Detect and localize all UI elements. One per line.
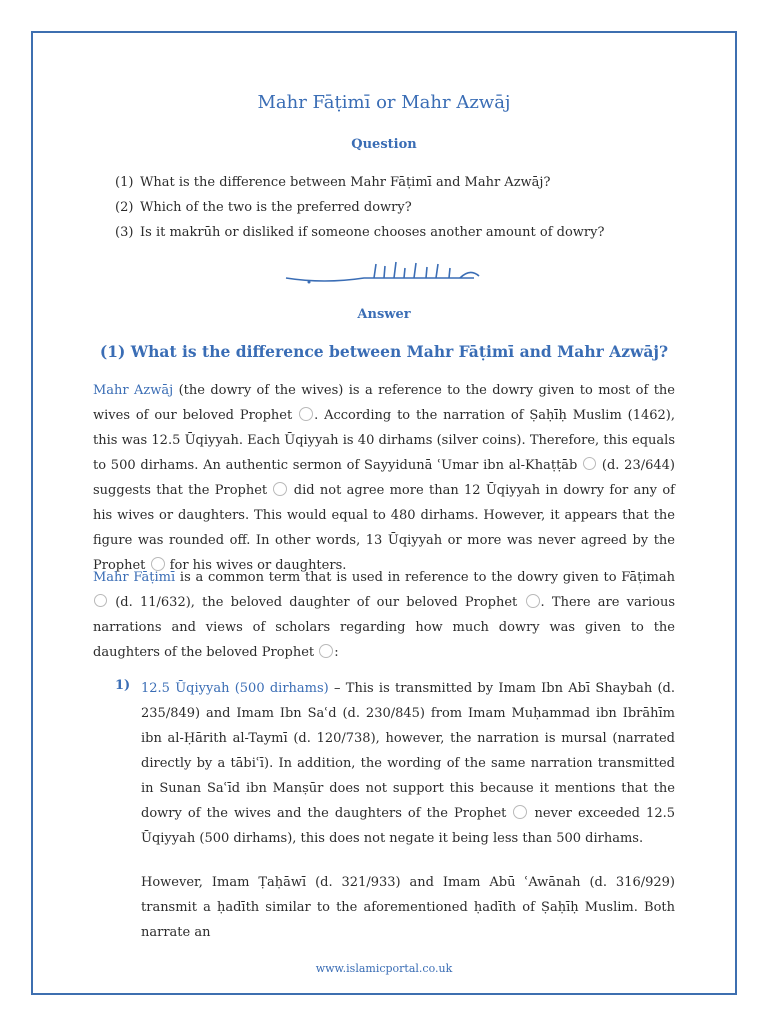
- term-mahr-fatimi: Mahr Fāṭimī: [93, 570, 176, 585]
- question-text: Which of the two is the preferred dowry?: [140, 200, 412, 215]
- list-item-term: 12.5 Ūqiyyah (500 dirhams): [141, 681, 329, 696]
- term-mahr-azwaj: Mahr Azwāj: [93, 383, 174, 398]
- question-item: [115, 220, 604, 245]
- paragraph-text: (d. 23/644) suggests that the Prophet: [93, 458, 675, 498]
- paragraph-text: – This is transmitted by Imam Ibn Abī Shaybah (d. 235/849) and Imam Ibn Saʿd (d. 230/845) from Imam Muḥammad ibn Ibrāhīm ibn al-Ḥārith al-Taymī (d. 120/738), however, the narration is mursal (narrated directly by a tābiʿī). In addition, the wording of the same narration transmitted in Sunan Saʿīd ibn Manṣūr does not support this because it mentions that the dowry of the wives and the daughters of the Prophet: [141, 681, 675, 821]
- list-item-number: 1): [115, 678, 131, 693]
- question-item: [115, 170, 604, 195]
- salutation-icon: [319, 644, 333, 658]
- question-number: (1): [115, 175, 134, 190]
- paragraph-mahr-fatimi: [93, 565, 675, 665]
- paragraph-text: (d. 11/632), the beloved daughter of our beloved Prophet: [108, 595, 525, 610]
- paragraph-text: (the dowry of the wives) is a reference to the dowry given to most of the wives of our beloved Prophet: [93, 383, 675, 423]
- paragraph-text: . There are various narrations and views of scholars regarding how much dowry was given to the daughters of the beloved Prophet: [93, 595, 676, 660]
- question-item: [115, 195, 604, 220]
- paragraph-text: never exceeded 12.5 Ūqiyyah (500 dirhams), this does not negate it being less than 500 dirhams.: [141, 806, 675, 846]
- question-text: What is the difference between Mahr Fāṭimī and Mahr Azwāj?: [140, 175, 551, 190]
- footer-link[interactable]: www.islamicportal.co.uk: [315, 962, 453, 975]
- paragraph-text: is a common term that is used in reference to the dowry given to Fāṭimah: [175, 570, 675, 585]
- paragraph-text: did not agree more than 12 Ūqiyyah in dowry for any of his wives or daughters. This would equal to 480 dirhams. However, it appears that the figure was rounded off. In other words, 13 Ūqiyyah or more was never agreed by the Prophet: [93, 483, 675, 573]
- list-item-continued: However, Imam Ṭaḥāwī (d. 321/933) and Imam Abū ʿAwānah (d. 316/929) transmit a ḥadīth similar to the aforementioned ḥadīth of Ṣaḥīḥ Muslim. Both narrate an: [141, 875, 675, 940]
- paragraph-text: :: [334, 645, 339, 660]
- paragraph-mahr-azwaj: [93, 378, 675, 578]
- bismillah-flourish-icon: [284, 258, 484, 288]
- salutation-icon: [273, 482, 287, 496]
- paragraph-text: . According to the narration of Ṣaḥīḥ Muslim (1462), this was 12.5 Ūqiyyah. Each Ūqiyyah is 40 dirhams (silver coins). Therefore, this equals to 500 dirhams. An authentic sermon of Sayyidunā ʿUmar ibn al-Khaṭṭāb: [93, 408, 675, 473]
- bismillah-calligraphy: [0, 258, 768, 288]
- question-number: (2): [115, 200, 134, 215]
- question-list: [115, 170, 604, 245]
- question-text: Is it makrūh or disliked if someone chooses another amount of dowry?: [140, 225, 605, 240]
- paragraph-text: for his wives or daughters.: [165, 558, 347, 573]
- list-item-body: [141, 676, 675, 851]
- answer-heading: Answer: [357, 307, 411, 322]
- question-heading: Question: [351, 137, 417, 152]
- salutation-icon: [526, 594, 540, 608]
- salutation-icon: [583, 457, 596, 470]
- question-number: (3): [115, 225, 134, 240]
- page-title: Mahr Fāṭimī or Mahr Azwāj: [257, 92, 511, 113]
- answer-subheading: (1) What is the difference between Mahr Fāṭimī and Mahr Azwāj?: [99, 342, 669, 361]
- salutation-icon: [299, 407, 313, 421]
- salutation-icon: [513, 805, 527, 819]
- salutation-icon: [94, 594, 107, 607]
- bismillah-text: [0, 258, 10, 259]
